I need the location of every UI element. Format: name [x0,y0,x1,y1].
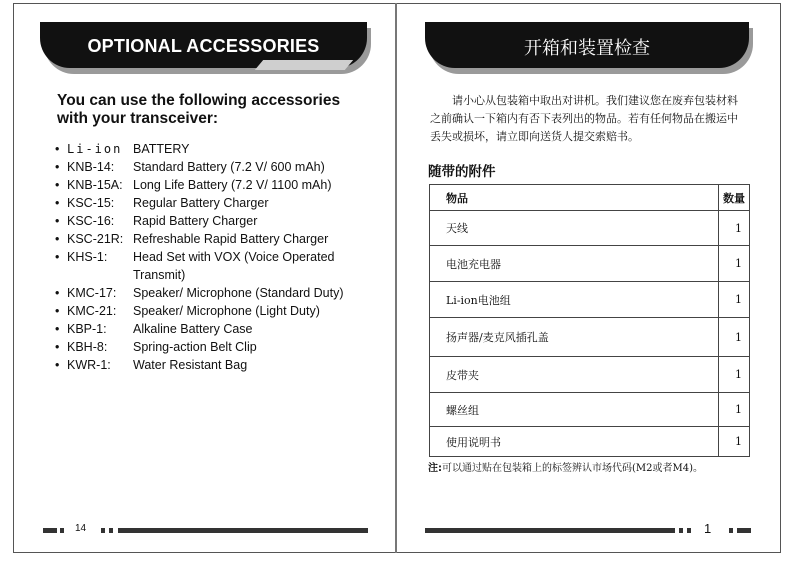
footer-bar-left-4 [109,528,113,533]
accessory-item [55,194,385,212]
accessory-item [55,356,385,374]
accessory-item [55,212,385,230]
accessory-item [55,248,385,284]
table-row [430,357,750,393]
accessories-intro: You can use the following accessories with your transceiver: [57,92,341,127]
accessory-model: Li-ion [67,142,123,156]
bullet: • [55,358,60,372]
accessory-description: Alkaline Battery Case [133,322,253,336]
table-row [430,211,750,246]
accessories-list [55,140,385,374]
accessory-model: KNB-15A: [67,178,123,192]
footer-bar-right-2 [679,528,683,533]
accessory-item [55,140,385,158]
footer-bar-left-2 [60,528,64,533]
bullet: • [55,232,60,246]
col-qty-header: 数量 [719,185,750,211]
supplied-accessories-heading: 随带的附件 [428,164,496,180]
bullet: • [55,286,60,300]
item-qty: 1 [719,357,750,393]
accessory-model: KBP-1: [67,322,107,336]
table-header-row [430,185,750,211]
accessory-description: Speaker/ Microphone (Light Duty) [133,304,320,318]
item-qty: 1 [719,318,750,357]
table-row [430,282,750,318]
accessory-description: BATTERY [133,142,190,156]
bullet: • [55,196,60,210]
accessory-item [55,158,385,176]
accessory-item [55,338,385,356]
accessory-description: Speaker/ Microphone (Standard Duty) [133,286,344,300]
item-qty: 1 [719,246,750,282]
accessory-model: KHS-1: [67,250,108,264]
market-code-note [428,459,703,474]
accessory-item [55,302,385,320]
col-item-header: 物品 [430,185,719,211]
accessory-item [55,176,385,194]
right-page-number: 1 [704,521,712,536]
bullet: • [55,214,60,228]
accessory-description: Regular Battery Charger [133,196,269,210]
accessory-description: Refreshable Rapid Battery Charger [133,232,329,246]
footer-bar-left-5 [118,528,368,533]
item-qty: 1 [719,211,750,246]
accessory-model: KNB-14: [67,160,115,174]
accessory-model: KSC-16: [67,214,115,228]
header-notch [255,60,353,70]
item-name: 天线 [430,211,719,246]
footer-bar-left-1 [43,528,57,533]
left-page-number: 14 [75,523,87,534]
bullet: • [55,142,60,156]
accessory-model: KSC-21R: [67,232,124,246]
accessory-item [55,284,385,302]
table-row [430,246,750,282]
bullet: • [55,250,60,264]
table-row [430,393,750,427]
item-qty: 1 [719,393,750,427]
bullet: • [55,178,60,192]
footer-bar-right-3 [687,528,691,533]
item-name: 使用说明书 [430,427,719,457]
accessory-model: KMC-17: [67,286,117,300]
item-name: 螺丝组 [430,393,719,427]
accessory-model: KWR-1: [67,358,111,372]
item-name: 电池充电器 [430,246,719,282]
unpacking-intro: 请小心从包装箱中取出对讲机。我们建议您在废弃包装材料之前确认一下箱内有否下表列出的物品。若有任何物品在搬运中丢失或损坏，请立即向送货人提交索赔书。 [430,94,738,143]
item-name: 皮带夹 [430,357,719,393]
accessory-model: KSC-15: [67,196,115,210]
right-header-tab [425,22,749,68]
accessory-model: KMC-21: [67,304,117,318]
note-text: 可以通过贴在包装箱上的标签辨认市场代码(M2或者M4)。 [442,463,704,474]
bullet: • [55,304,60,318]
left-header-title: OPTIONAL ACCESSORIES [87,36,320,56]
accessory-description: Standard Battery (7.2 V/ 600 mAh) [133,160,325,174]
accessory-description: Rapid Battery Charger [133,214,258,228]
footer-bar-left-3 [101,528,105,533]
footer-bar-right-4 [729,528,733,533]
item-qty: 1 [719,282,750,318]
footer-bar-right-1 [425,528,675,533]
item-qty: 1 [719,427,750,457]
accessory-description: Long Life Battery (7.2 V/ 1100 mAh) [133,178,332,192]
bullet: • [55,160,60,174]
bullet: • [55,322,60,336]
table-row [430,427,750,457]
note-label: 注: [428,463,442,474]
item-name: Li-ion电池组 [430,282,719,318]
supplied-items-table [429,184,750,457]
page-divider [395,3,397,553]
item-name: 扬声器/麦克风插孔盖 [430,318,719,357]
right-header-title: 开箱和装置检查 [524,38,650,59]
table-row [430,318,750,357]
accessory-description: Water Resistant Bag [133,358,248,372]
bullet: • [55,340,60,354]
left-header-tab [40,22,367,68]
accessory-model: KBH-8: [67,340,108,354]
footer-bar-right-5 [737,528,751,533]
accessory-item [55,320,385,338]
accessory-description: Head Set with VOX (Voice Operated Transmit) [133,250,335,282]
accessory-description: Spring-action Belt Clip [133,340,257,354]
accessory-item [55,230,385,248]
